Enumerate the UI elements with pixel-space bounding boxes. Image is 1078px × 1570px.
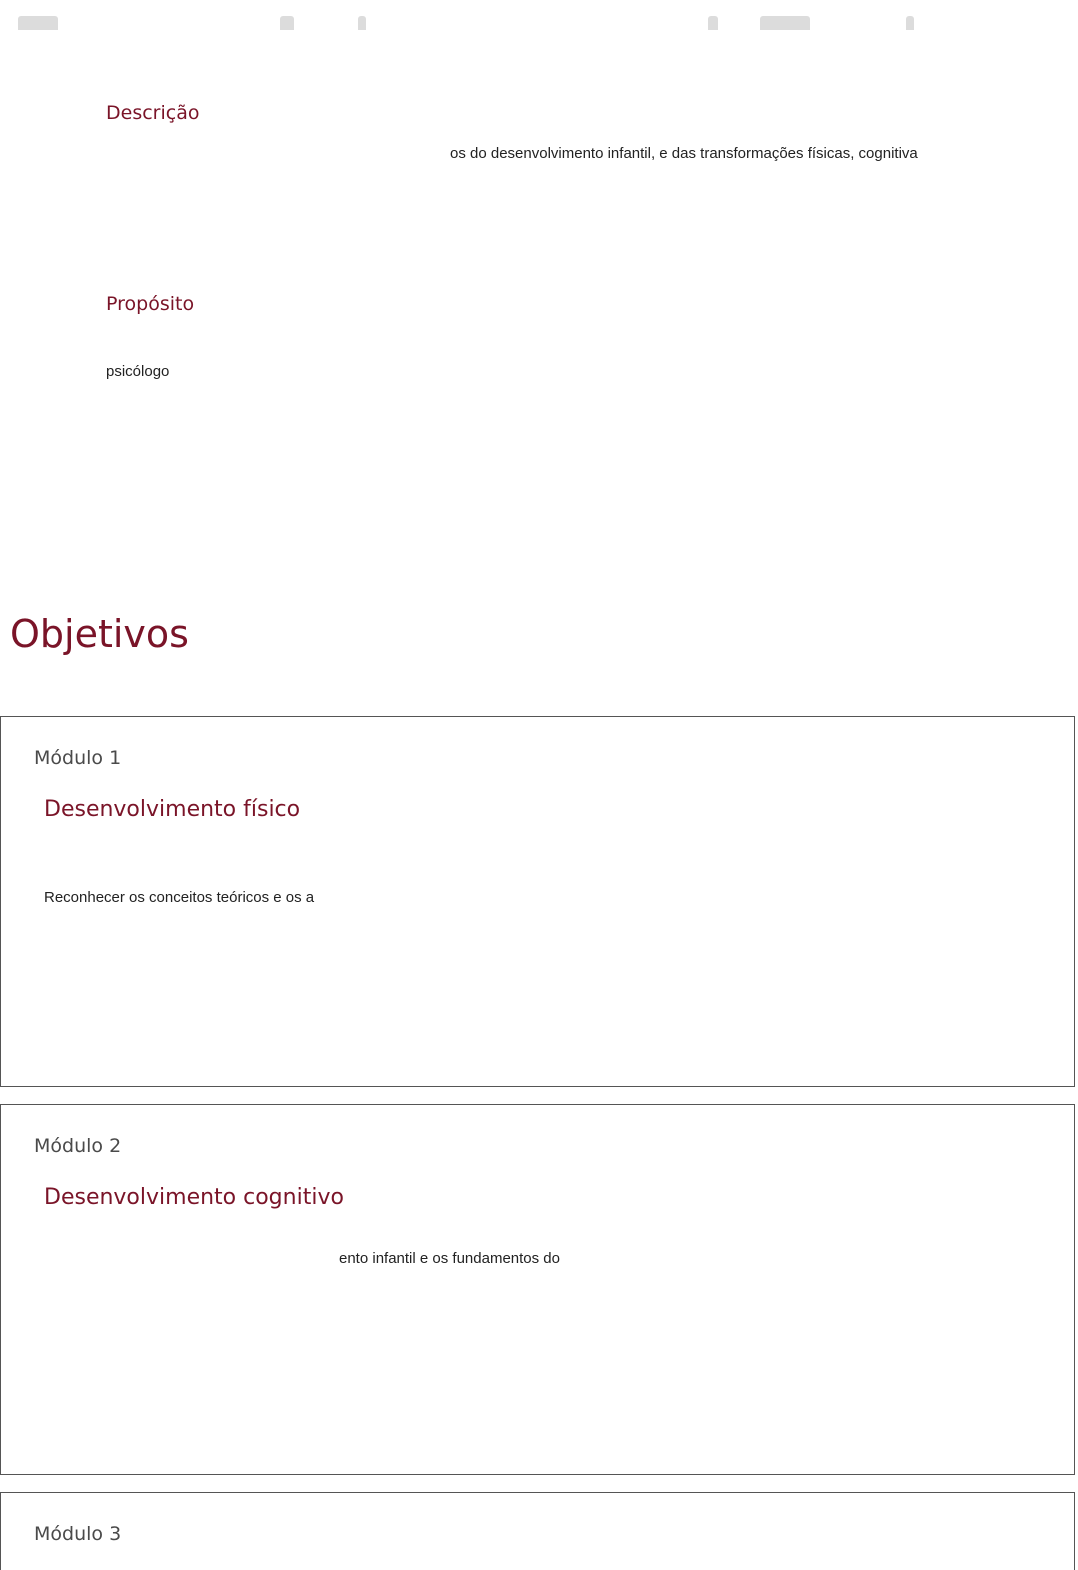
- module-card-1: [0, 716, 1075, 1087]
- title-fragment: [280, 16, 294, 30]
- module-title: Desenvolvimento físico: [44, 797, 301, 822]
- module-text: Reconhecer os conceitos teóricos e os a: [44, 889, 315, 906]
- module-text: ento infantil e os fundamentos do: [339, 1250, 560, 1267]
- title-fragment: [358, 16, 366, 30]
- title-fragment: [760, 16, 810, 30]
- proposito-text: psicólogo: [106, 363, 170, 380]
- descricao-text: os do desenvolvimento infantil, e das transformações físicas, cognitiva: [450, 145, 918, 162]
- title-fragment: [906, 16, 914, 30]
- module-card-2: [0, 1104, 1075, 1475]
- proposito-heading: Propósito: [106, 293, 195, 315]
- module-label: Módulo 2: [34, 1135, 122, 1157]
- page-title-partial: [0, 0, 1078, 30]
- module-card-3: [0, 1492, 1075, 1570]
- module-title: Desenvolvimento cognitivo: [44, 1185, 344, 1210]
- title-fragment: [708, 16, 718, 30]
- title-fragment: [18, 16, 58, 30]
- objetivos-title: Objetivos: [10, 612, 189, 656]
- descricao-heading: Descrição: [106, 102, 200, 124]
- module-label: Módulo 3: [34, 1523, 122, 1545]
- module-label: Módulo 1: [34, 747, 122, 769]
